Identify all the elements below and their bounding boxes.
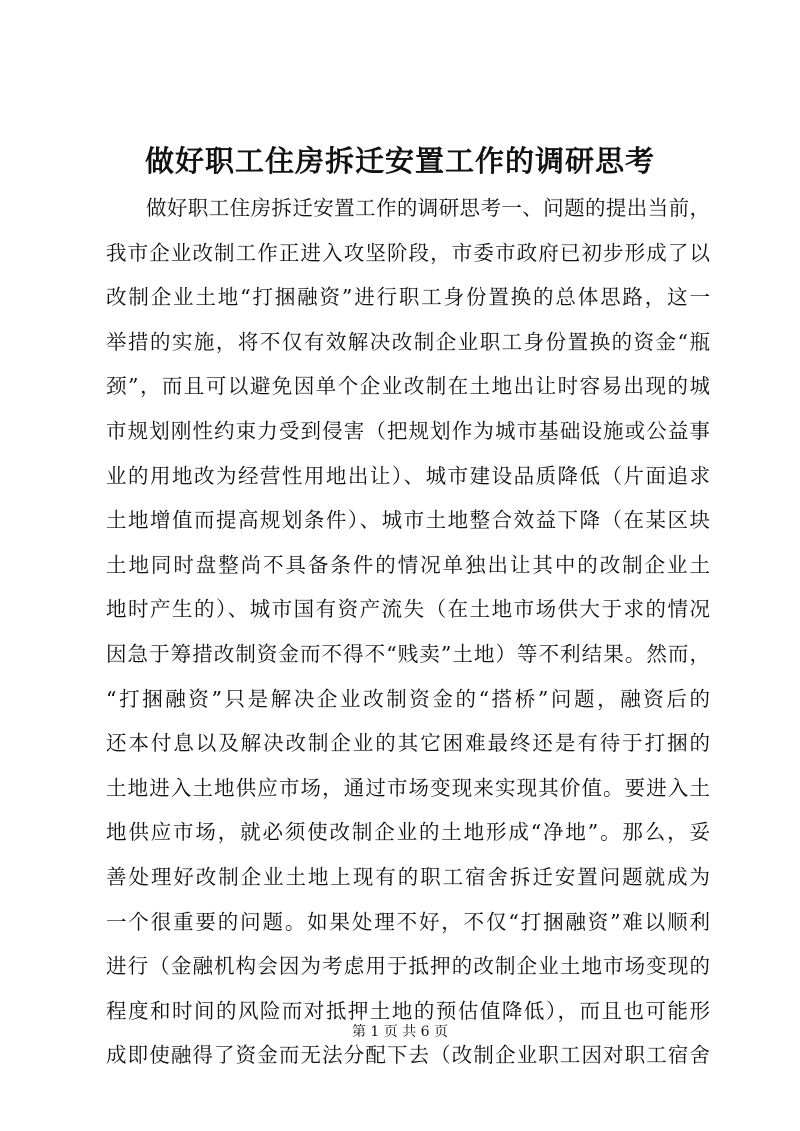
body-line: 进行（金融机构会因为考虑用于抵押的改制企业土地市场变现的 (106, 954, 710, 979)
body-line: 市规划刚性约束力受到侵害（把规划作为城市基础设施或公益事 (106, 418, 710, 443)
body-line: 地供应市场，就必须使改制企业的土地形成“净地”。那么，妥 (106, 820, 710, 845)
body-line: 因急于筹措改制资金而不得不“贱卖”土地）等不利结果。然而， (106, 641, 710, 666)
page-number-footer: 第 1 页 共 6 页 (351, 1024, 449, 1040)
body-line: 业的用地改为经营性用地出让）、城市建设品质降低（片面追求 (106, 463, 710, 488)
body-line: 土地增值而提高规划条件）、城市土地整合效益下降（在某区块 (106, 508, 710, 533)
body-line: “打捆融资”只是解决企业改制资金的“搭桥”问题，融资后的 (106, 686, 710, 711)
body-line: 改制企业土地“打捆融资”进行职工身份置换的总体思路，这一 (106, 285, 710, 310)
body-line: 颈”，而且可以避免因单个企业改制在土地出让时容易出现的城 (106, 374, 710, 399)
body-line: 做好职工住房拆迁安置工作的调研思考一、问题的提出当前， (146, 196, 710, 220)
document-title: 做好职工住房拆迁安置工作的调研思考 (144, 144, 655, 178)
body-line: 举措的实施，将不仅有效解决改制企业职工身份置换的资金“瓶 (106, 329, 710, 354)
document-body (106, 186, 710, 1078)
body-line: 成即使融得了资金而无法分配下去（改制企业职工因对职工宿舍 (106, 1043, 710, 1068)
body-line: 善处理好改制企业土地上现有的职工宿舍拆迁安置问题就成为 (106, 864, 710, 889)
body-line: 地时产生的）、城市国有资产流失（在土地市场供大于求的情况 (106, 597, 710, 622)
body-line: 程度和时间的风险而对抵押土地的预估值降低），而且也可能形 (106, 998, 710, 1023)
body-line: 我市企业改制工作正进入攻坚阶段，市委市政府已初步形成了以 (106, 240, 710, 265)
body-line: 土地进入土地供应市场，通过市场变现来实现其价值。要进入土 (106, 775, 710, 800)
body-line: 还本付息以及解决改制企业的其它困难最终还是有待于打捆的 (106, 731, 710, 756)
body-line: 一个很重要的问题。如果处理不好，不仅“打捆融资”难以顺利 (106, 909, 710, 934)
body-line: 土地同时盘整尚不具备条件的情况单独出让其中的改制企业土 (106, 552, 710, 577)
